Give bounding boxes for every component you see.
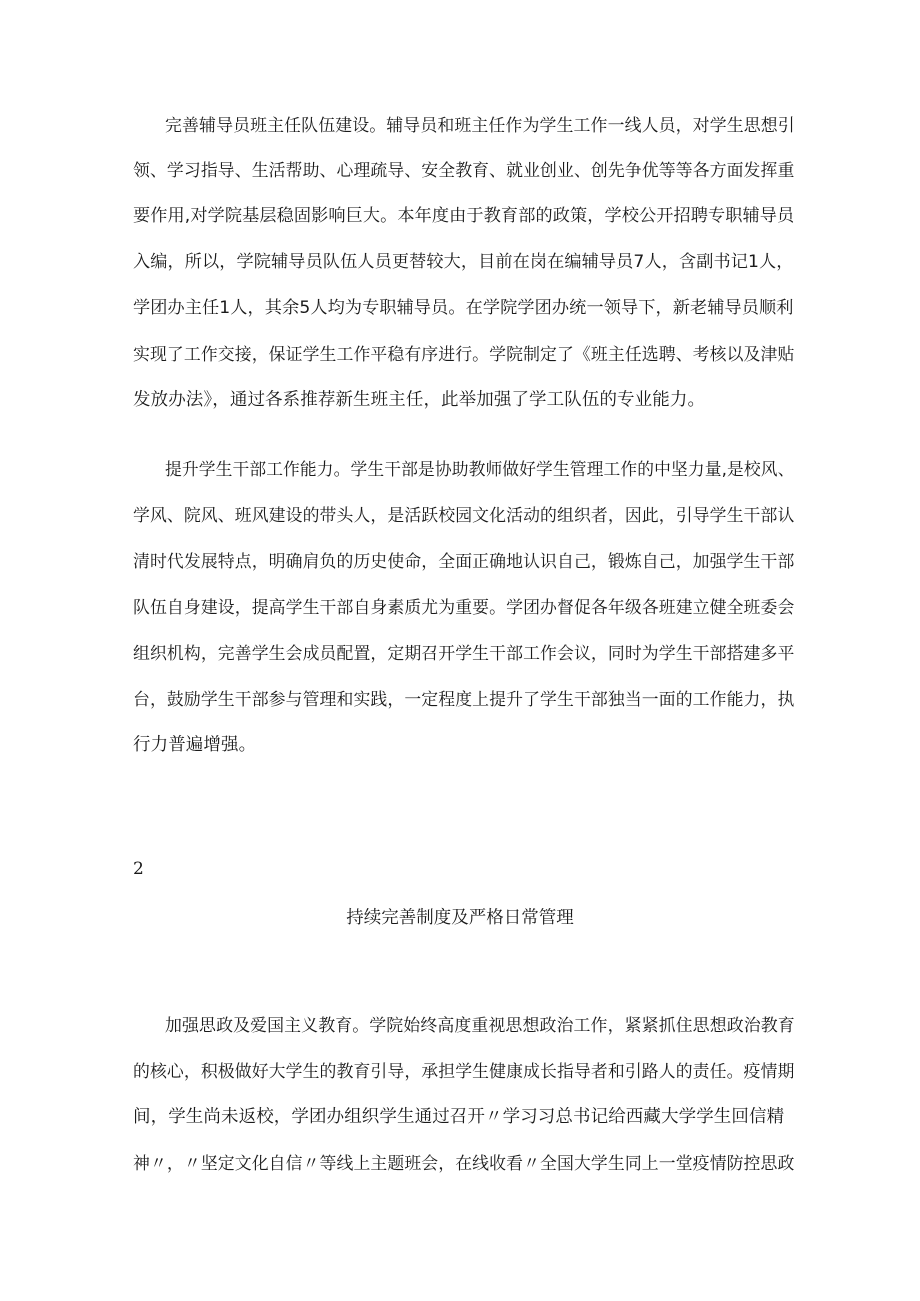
paragraph-line: 要作用,对学院基层稳固影响巨大。本年度由于教育部的政策，学校公开招聘专职辅导员: [133, 206, 795, 226]
paragraph-line: 队伍自身建设，提高学生干部自身素质尤为重要。学团办督促各年级各班建立健全班委会: [133, 597, 795, 617]
paragraph-line: 完善辅导员班主任队伍建设。辅导员和班主任作为学生工作一线人员，对学生思想引: [165, 115, 795, 135]
paragraph-line: 学团办主任1人，其余5人均为专职辅导员。在学院学团办统一领导下，新老辅导员顺利: [133, 298, 794, 318]
section-heading: 持续完善制度及严格日常管理: [346, 908, 574, 928]
paragraph-line: 组织机构，完善学生会成员配置，定期召开学生干部工作会议，同时为学生干部搭建多平: [133, 643, 795, 663]
paragraph-line: 入编，所以，学院辅导员队伍人员更替较大，目前在岗在编辅导员7人，含副书记1人，: [133, 252, 794, 272]
paragraph-line: 发放办法》，通过各系推荐新生班主任，此举加强了学工队伍的专业能力。: [133, 390, 706, 410]
paragraph-line: 加强思政及爱国主义教育。学院始终高度重视思想政治工作，紧紧抓住思想政治教育: [165, 1015, 795, 1035]
page-number: 2: [133, 859, 144, 879]
paragraph-line: 神〃，〃坚定文化自信〃等线上主题班会，在线收看〃全国大学生同上一堂疫情防控思政: [133, 1153, 795, 1173]
paragraph-line: 实现了工作交接，保证学生工作平稳有序进行。学院制定了《班主任选聘、考核以及津贴: [133, 344, 795, 364]
paragraph-line: 提升学生干部工作能力。学生干部是协助教师做好学生管理工作的中坚力量,是校风、: [165, 459, 795, 479]
paragraph-line: 领、学习指导、生活帮助、心理疏导、安全教育、就业创业、创先争优等等各方面发挥重: [133, 160, 795, 180]
paragraph-line: 学风、院风、班风建设的带头人，是活跃校园文化活动的组织者，因此，引导学生干部认: [133, 505, 795, 525]
paragraph-line: 台，鼓励学生干部参与管理和实践，一定程度上提升了学生干部独当一面的工作能力，执: [133, 689, 795, 709]
paragraph-line: 清时代发展特点，明确肩负的历史使命，全面正确地认识自己，锻炼自己，加强学生干部: [133, 551, 795, 571]
paragraph-line: 间，学生尚未返校，学团办组织学生通过召开〃学习习总书记给西藏大学学生回信精: [133, 1107, 785, 1127]
paragraph-line: 行力普遍增强。: [133, 735, 257, 755]
paragraph-line: 的核心，积极做好大学生的教育引导，承担学生健康成长指导者和引路人的责任。疫情期: [133, 1061, 795, 1081]
